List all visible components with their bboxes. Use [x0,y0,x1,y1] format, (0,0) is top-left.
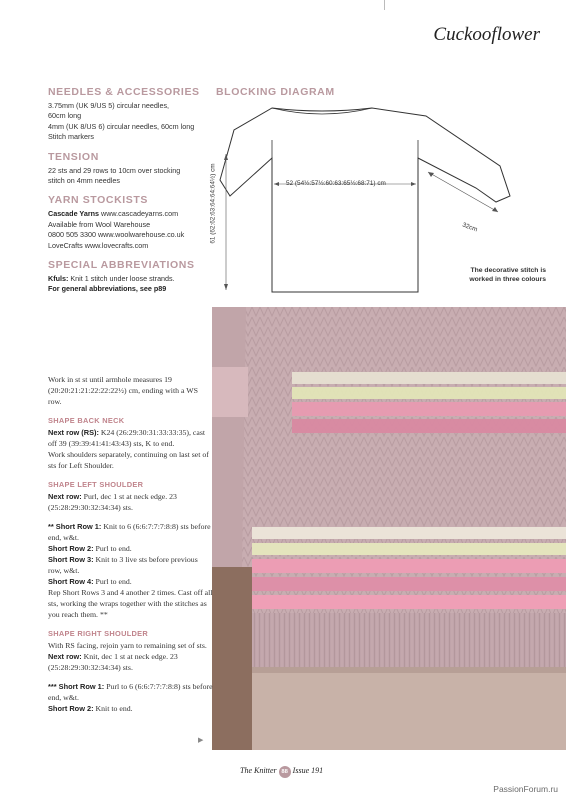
yarn-line: 0800 505 3300 www.woolwarehouse.co.uk [48,230,185,240]
row-text: Rep Short Rows 3 and 4 another 2 times. Cast off all sts, working the wraps together with the stitches as you reach them. ** [48,588,213,619]
pattern-instructions [48,374,213,722]
row-label: Next row (RS): [48,428,99,437]
row-text: Knit to end. [93,704,133,713]
needles-line: 3.75mm (UK 9/US 5) circular needles, [48,101,170,110]
back-neck-row [48,427,213,471]
short-rows-block [48,521,213,620]
row-label: Short Row 3: [48,555,94,564]
knitwear-photo [212,307,566,750]
right-shoulder-block [48,640,213,673]
back-neck-heading: SHAPE BACK NECK [48,416,125,425]
yarn-brand: Cascade Yarns [48,209,100,219]
general-abbrev-line [48,284,218,294]
needles-line: 4mm (UK 8/US 6) circular needles, 60cm long [48,121,195,131]
row-text: Knit to 3 live sts before previous row, w&t. [48,555,198,575]
row-text: With RS facing, rejoin yarn to remaining set of sts. [48,641,207,650]
page-title: Cuckooflower [433,24,540,45]
width-label: 52 (54½:57½:60:63:65½:68:71) cm [286,180,386,187]
issue-number: Issue 191 [292,766,324,775]
blocking-diagram-heading: BLOCKING DIAGRAM [216,86,335,98]
row-label: ** Short Row 1: [48,522,102,531]
yarn-line: LoveCrafts www.lovecrafts.com [48,240,149,250]
yarn-text [48,209,218,251]
row-note: Work shoulders separately, continuing on last set of sts for Left Shoulder. [48,450,209,470]
general-abbrev: For general abbreviations, see p89 [48,284,167,294]
continue-arrow-icon: ▶ [198,737,204,744]
yarn-brand-line [48,209,218,219]
row-text: Purl to end. [93,577,132,586]
watermark: PassionForum.ru [493,784,558,794]
right-shoulder-heading: SHAPE RIGHT SHOULDER [48,629,149,638]
abbreviations-text [48,274,218,295]
needles-line: 60cm long [48,111,82,121]
kfuls-def: Knit 1 stitch under loose strands. [68,274,175,284]
left-shoulder-heading: SHAPE LEFT SHOULDER [48,480,144,489]
yarn-line: Available from Wool Warehouse [48,219,151,229]
yarn-brand-url: www.cascadeyarns.com [99,209,179,219]
row-text: Purl to end. [93,544,132,553]
right-short-rows [48,681,213,714]
kfuls-line [48,274,218,284]
needles-heading: NEEDLES & ACCESSORIES [48,86,200,98]
page-footer [240,766,323,778]
info-column [48,86,218,303]
needles-text [48,101,218,143]
needles-line: Stitch markers [48,132,94,142]
row-label: *** Short Row 1: [48,682,105,691]
magazine-name: The Knitter [240,766,277,775]
top-rule [384,0,385,10]
row-label: Next row: [48,652,82,661]
tension-heading: TENSION [48,150,99,163]
tension-line: stitch on 4mm needles [48,176,120,186]
yoke-bands [292,372,566,433]
row-text: Purl to 6 (6:6:7:7:7:8:8) sts before end, w&t. [48,682,213,702]
yarn-heading: YARN STOCKISTS [48,194,149,207]
row-text: Knit, dec 1 st at neck edge. 23 (25:28:29:30:32:34:34) sts. [48,652,178,672]
kfuls-term: Kfuls: [48,274,69,284]
row-text: Purl, dec 1 st at neck edge. 23 (25:28:29:30:32:34:34) sts. [48,492,177,512]
row-label: Short Row 4: [48,577,94,586]
row-label: Short Row 2: [48,544,94,553]
decorative-note: The decorative stitch is worked in three colours [469,267,546,283]
page-number: 88 [279,766,291,778]
sweater-outline [220,108,510,292]
left-next-row [48,491,213,513]
row-label: Short Row 2: [48,704,94,713]
abbreviations-heading: SPECIAL ABBREVIATIONS [48,259,195,272]
height-label: 61 (62:62:63:64:64:64½) cm [209,163,217,244]
row-text: Knit to 6 (6:6:7:7:7:8:8) sts before end, w&t. [48,522,211,542]
pattern-intro: Work in st st until armhole measures 19 (20:20:21:21:22:22:22½) cm, ending with a WS row. [48,375,198,406]
sleeve-label: 32cm [461,221,479,234]
tension-text [48,166,218,187]
row-text: K24 (26:29:30:31:33:33:35), cast off 39 (39:39:41:41:43:43) sts, K to end. [48,428,206,448]
tension-line: 22 sts and 29 rows to 10cm over stocking [48,165,181,175]
row-label: Next row: [48,492,82,501]
